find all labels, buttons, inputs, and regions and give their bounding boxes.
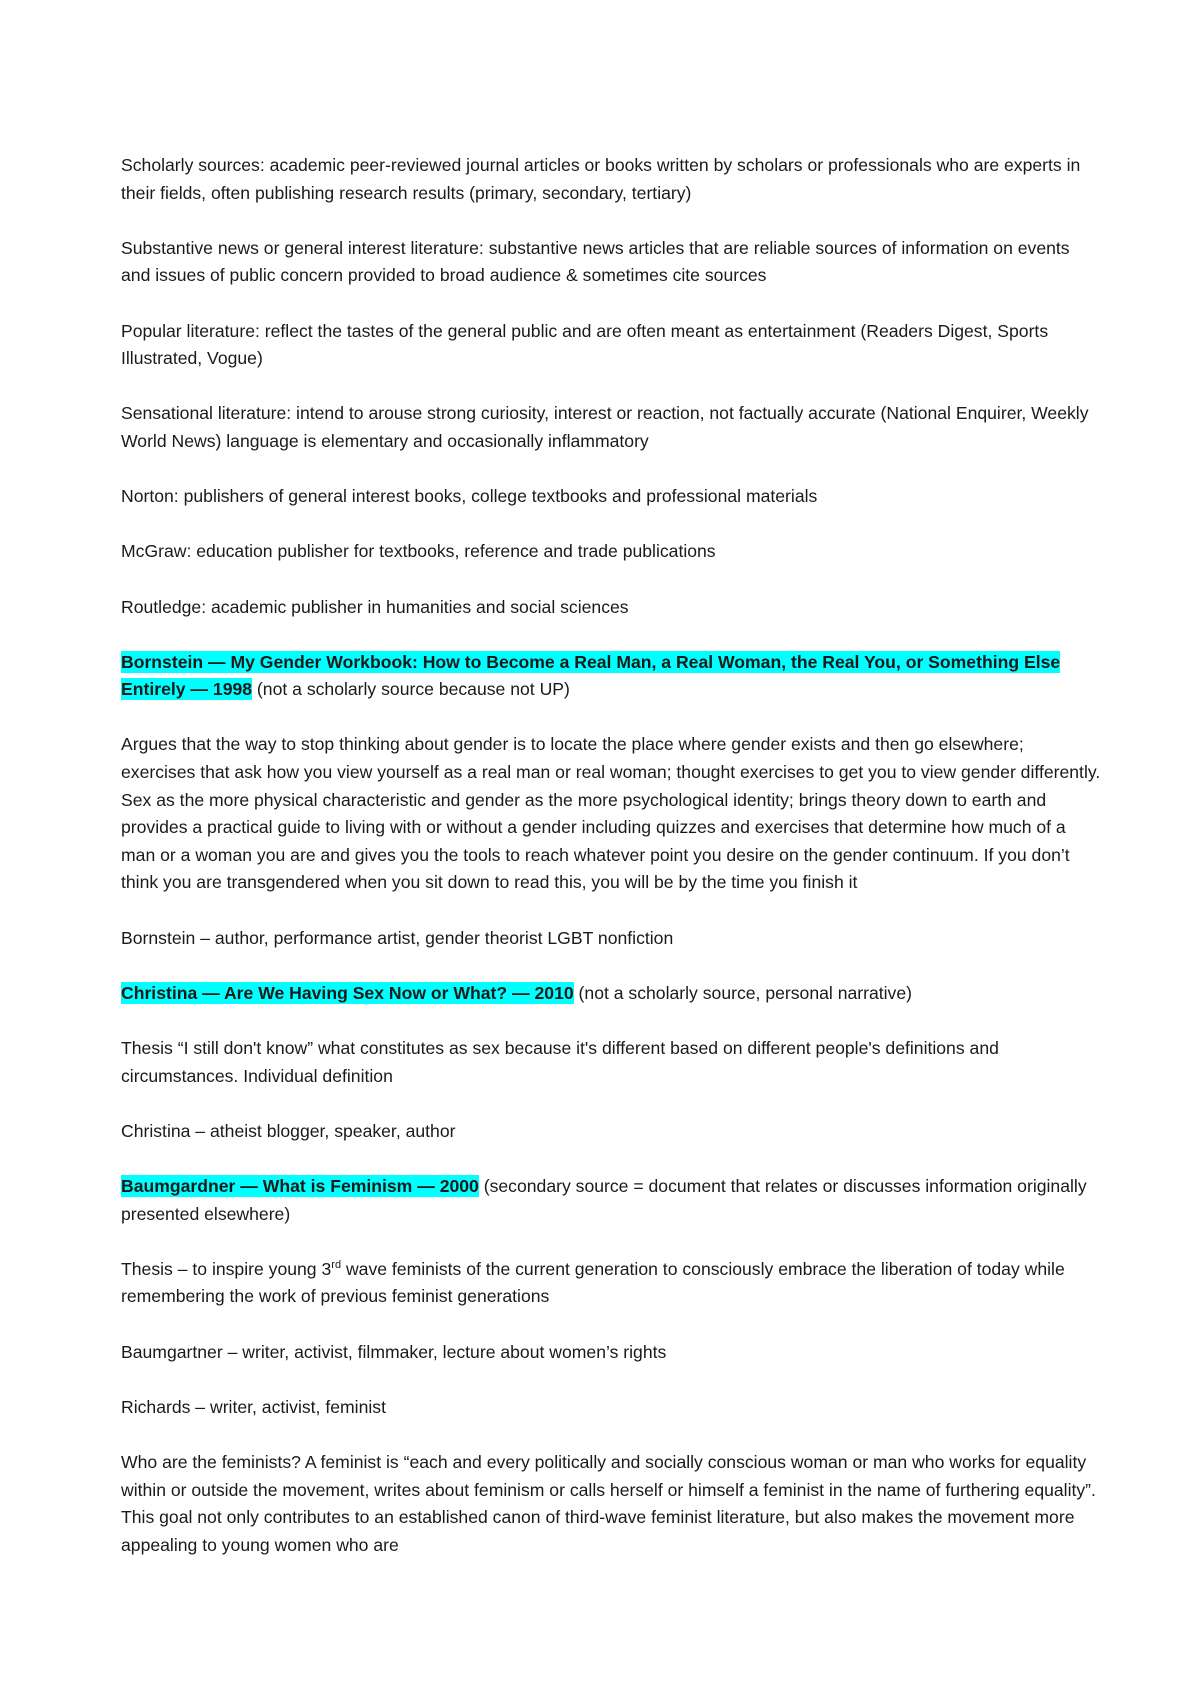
highlighted-title-bornstein: Bornstein — My Gender Workbook: How to Become a Real Man, a Real Woman, the Real You, or Something Else Entirely — 1998 xyxy=(121,651,1061,700)
paragraph-baumgartner-author: Baumgartner – writer, activist, filmmaker, lecture about women’s rights xyxy=(121,1341,667,1362)
paragraph-baumgardner-citation xyxy=(121,1173,1101,1228)
paragraph-bornstein-summary: Argues that the way to stop thinking about gender is to locate the place where gender exists and then go elsewhere; exercises that ask how you view yourself as a real man or real woman; thought exercises to get you to view gender differently. Sex as the more physical characteristic and gender as the more psychological identity; brings theory down to earth and provides a practical guide to living with or without a gender including quizzes and exercises that determine how much of a man or a woman you are and gives you the tools to reach whatever point you desire on the gender continuum. If you don’t think you are transgendered when you sit down to read this, you will be by the time you finish it xyxy=(121,734,1101,893)
paragraph-norton: Norton: publishers of general interest books, college textbooks and professional materials xyxy=(121,486,818,507)
paragraph-christina-author: Christina – atheist blogger, speaker, author xyxy=(121,1120,456,1141)
paragraph-routledge: Routledge: academic publisher in humanities and social sciences xyxy=(121,596,629,617)
citation-note-bornstein: (not a scholarly source because not UP) xyxy=(252,679,570,700)
paragraph-richards-author: Richards – writer, activist, feminist xyxy=(121,1396,386,1417)
paragraph-sensational-literature: Sensational literature: intend to arouse strong curiosity, interest or reaction, not factually accurate (National Enquirer, Weekly World News) language is elementary and occasionally inflammatory xyxy=(121,403,1089,451)
paragraph-substantive-news: Substantive news or general interest literature: substantive news articles that are reliable sources of information on events and issues of public concern provided to broad audience & sometimes cite sources xyxy=(121,237,1070,286)
paragraph-bornstein-citation xyxy=(121,649,1101,704)
paragraph-christina-thesis: Thesis “I still don't know” what constitutes as sex because it's different based on different people's definitions and circumstances. Individual definition xyxy=(121,1038,999,1086)
paragraph-popular-literature: Popular literature: reflect the tastes of the general public and are often meant as entertainment (Readers Digest, Sports Illustrated, Vogue) xyxy=(121,320,1049,369)
document-body xyxy=(121,152,1101,1587)
paragraph-bornstein-author: Bornstein – author, performance artist, gender theorist LGBT nonfiction xyxy=(121,927,674,948)
paragraph-baumgardner-thesis xyxy=(121,1256,1101,1311)
highlighted-title-baumgardner: Baumgardner — What is Feminism — 2000 xyxy=(121,1175,479,1196)
thesis-text-start: Thesis – to inspire young 3 xyxy=(121,1258,332,1279)
ordinal-superscript: rd xyxy=(331,1258,342,1271)
paragraph-scholarly-sources: Scholarly sources: academic peer-reviewed journal articles or books written by scholars or professionals who are experts in their fields, often publishing research results (primary, secondary, tertiary) xyxy=(121,155,1081,203)
highlighted-title-christina: Christina — Are We Having Sex Now or What? — 2010 xyxy=(121,982,574,1003)
thesis-text-end: wave feminists of the current generation to consciously embrace the liberation of today while remembering the work of previous feminist generations xyxy=(121,1258,1065,1307)
paragraph-christina-citation xyxy=(121,980,1101,1008)
paragraph-who-are-feminists: Who are the feminists? A feminist is “each and every politically and socially conscious woman or man who works for equality within or outside the movement, writes about feminism or calls herself or himself a feminist in the name of furthering equality”. This goal not only contributes to an established canon of third-wave feminist literature, but also makes the movement more appealing to young women who are xyxy=(121,1451,1096,1555)
citation-note-christina: (not a scholarly source, personal narrative) xyxy=(573,982,913,1003)
citation-note-baumgardner: (secondary source = document that relates or discusses information originally presented elsewhere) xyxy=(121,1175,1087,1224)
paragraph-mcgraw: McGraw: education publisher for textbooks, reference and trade publications xyxy=(121,541,716,562)
